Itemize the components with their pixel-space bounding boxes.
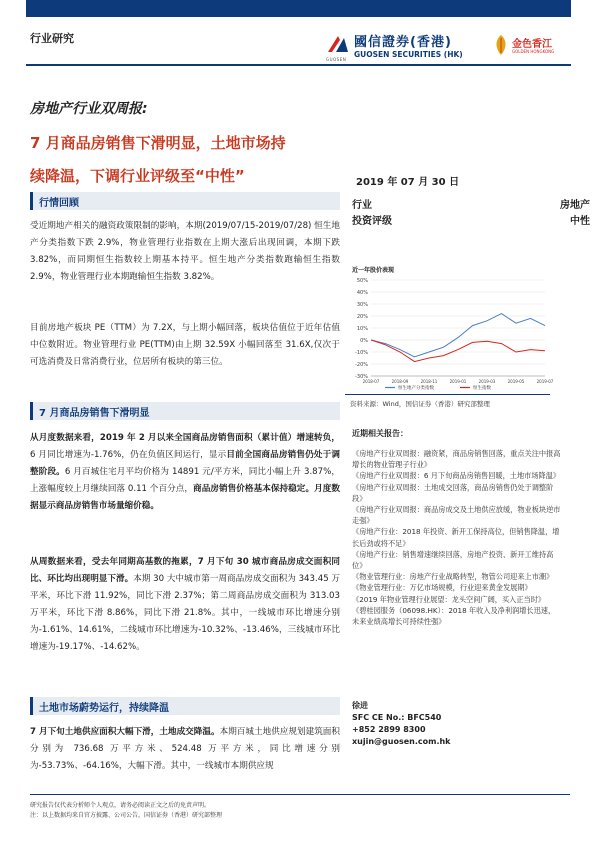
legend-label: 恒生地产分类指数 xyxy=(398,386,434,391)
section-tag: 行业研究 xyxy=(30,32,74,45)
land-market-paragraph-1 xyxy=(30,724,340,792)
bold-text: 7 月下旬土地供应面积大幅下滑，土地成交降温。 xyxy=(30,727,220,737)
analyst-phone: +852 2899 8300 xyxy=(352,725,426,734)
footer-disclaimer: 研究报告仅代表分析师个人观点，请务必阅读正文之后的免责声明。 xyxy=(30,802,211,809)
x-tick-label: 2019-01 xyxy=(449,379,467,384)
x-tick-label: 2019-07 xyxy=(536,379,554,384)
section-title: 7 月商品房销售下滑明显 xyxy=(39,408,150,419)
related-report-item[interactable]: 《房地产行业：销售增速继续回落，房地产投资、新开工维持高位》 xyxy=(352,549,554,571)
analyst-email[interactable]: xujin@guosen.com.hk xyxy=(352,737,451,746)
y-tick-label: 0% xyxy=(360,338,368,344)
headline-line-1: 7 月商品房销售下滑明显，土地市场持 xyxy=(30,134,286,152)
y-tick-label: -30% xyxy=(355,374,368,380)
series-line xyxy=(371,340,545,362)
x-tick-label: 2018-09 xyxy=(391,379,409,384)
x-tick-label: 2019-03 xyxy=(478,379,496,384)
logo-cn-text: 國信證券(香港) xyxy=(354,35,452,50)
y-tick-label: 20% xyxy=(356,314,368,320)
x-tick-label: 2019-05 xyxy=(507,379,525,384)
section-market-review xyxy=(30,192,340,210)
chart-title: 近一年股价表现 xyxy=(352,267,395,274)
related-report-item[interactable]: 《房地产行业双周报：土地成交回落，商品房销售仍处于调整阶段》 xyxy=(352,482,554,503)
related-reports-list xyxy=(352,448,562,627)
section-title: 行情回顾 xyxy=(39,198,79,209)
y-tick-label: 40% xyxy=(356,290,368,296)
footer-note: 注：以上数据均来自官方披露、公司公告，国信证券（香港）研究部整理 xyxy=(30,812,223,819)
analyst-sfc: SFC CE No.: BFC540 xyxy=(352,713,442,722)
body-text: 本期百城土地供应规划建筑面积分别为 736.68 万平方米、524.48 万平方米，同比增速分别为-53.73%、-64.16%，大幅下滑。其中，一线城市本期供应规 xyxy=(30,727,340,771)
guosen-logo-icon xyxy=(326,32,350,56)
rating-row xyxy=(352,212,590,227)
report-type: 房地产行业双周报: xyxy=(30,101,148,117)
section-sales xyxy=(30,402,340,420)
bold-text: 从周数据来看，受去年同期高基数的拖累，7 月下旬 30 城市商品房成交面积同比、环比均出现明显下滑。 xyxy=(30,557,340,584)
body-text: 本期 30 大中城市第一周商品房成交面积为 343.45 万平米，环比下滑 11.92%，同比下滑 2.37%；第二周商品房成交面积为 313.03 万平米，环比下滑 8.86%，同比下滑 21.8%。其中，一线城市环比增速分别为-1.61%、14.61%，二线城市环比增速为-10.32%、-13.46%，三线城市环比增速为-19.17%、-14.62%。 xyxy=(30,574,340,652)
market-review-paragraph-2: 目前房地产板块 PE（TTM）为 7.2X，与上期小幅回落，板块估值位于近年估值中位数附近。物业管理行业 PE(TTM)由上期 32.59X 小幅回落至 31.6X,仅次于可选消费及日常消费行业，位居所有板块的第三位。 xyxy=(30,323,340,367)
report-date: 2019 年 07 月 30 日 xyxy=(356,177,460,188)
logo-sub-text: GUOSEN xyxy=(326,57,347,62)
related-report-item[interactable]: 《房地产行业：2018 年投资、新开工保持高位，但销售降温，增长后劲或将不足》 xyxy=(352,527,560,548)
golden-leaf-icon xyxy=(492,34,510,56)
brand2-en-text: GOLDEN HONGKONG xyxy=(512,49,555,54)
market-review-paragraph-1: 受近期地产相关的融资政策限制的影响，本期(2019/07/15-2019/07/28) 恒生地产分类指数下跌 2.9%，物业管理行业指数在上期大涨后出现回调，本期下跌 3.82%，而同期恒生指数较上期基本持平。恒生地产分类指数跑输恒生指数 2.9%，物业管理行业本期跑输恒生指数 3.82%。 xyxy=(30,221,340,282)
logo-en-text: GUOSEN SECURITIES (HK) xyxy=(354,50,463,59)
guosen-logo xyxy=(326,30,476,64)
section-title: 土地市场蔚势运行，持续降温 xyxy=(39,703,169,714)
header-divider xyxy=(26,64,571,66)
brand2-cn-text: 金色香江 xyxy=(512,39,552,50)
related-report-item[interactable]: 《2019 年物业管理行业展望：龙头空间广阔，买入正当时》 xyxy=(352,594,546,604)
chart-divider xyxy=(345,394,550,395)
legend-label: 恒生指数 xyxy=(473,386,491,391)
top-color-bar xyxy=(26,0,571,17)
related-report-item[interactable]: 《房地产行业双周报：融资紧，商品房销售回落，重点关注中报高增长的物业管理子行业》 xyxy=(352,449,561,470)
headline-line-2: 续降温，下调行业评级至“中性” xyxy=(30,167,245,185)
y-tick-label: -10% xyxy=(355,350,368,356)
related-reports-title: 近期相关报告： xyxy=(352,429,408,438)
industry-value: 房地产 xyxy=(560,200,590,211)
rating-value: 中性 xyxy=(570,216,590,227)
industry-row xyxy=(352,196,590,211)
golden-hongkong-logo xyxy=(492,32,572,62)
y-tick-label: 10% xyxy=(356,326,368,332)
x-tick-label: 2018-07 xyxy=(362,379,380,384)
chart-source: 资料来源：Wind，国信证券（香港）研究部整理 xyxy=(350,400,490,408)
related-report-item[interactable]: 《房地产行业双周报：商品房成交及土地供应放缓，物业板块逆市走强》 xyxy=(352,505,561,526)
section-land-market xyxy=(30,697,340,715)
y-tick-label: 30% xyxy=(356,302,368,308)
footer-divider xyxy=(30,794,570,795)
sales-paragraph-1 xyxy=(30,430,340,515)
rating-label: 投资评级 xyxy=(352,216,392,227)
bold-text: 从月度数据来看，2019 年 2 月以来全国商品房销售面积（累计值）增速转负， xyxy=(30,433,340,443)
body-text: 6 月百城住宅月平均价格为 14891 元/平方米，同比小幅上升 3.87%，上涨幅度较上月继续回落 0.11 个百分点， xyxy=(30,467,340,494)
related-report-item[interactable]: 《物业管理行业：万亿市场规模，行业迎来黄金发展期》 xyxy=(352,583,532,593)
bold-text: 商品房销售价格基本保持稳定。月度数据显示商品房销售市场量缩价稳。 xyxy=(30,484,340,511)
related-report-item[interactable]: 《碧桂园服务（06098.HK）：2018 年收入及净利润增长迅速，未来业绩高增长可持续性强》 xyxy=(352,605,556,627)
related-report-item[interactable]: 《房地产行业双周报：6 月下旬商品房销售回暖，土地市场降温》 xyxy=(352,471,561,481)
sales-paragraph-2 xyxy=(30,554,340,656)
body-text: 6 月同比增速为-1.76%，仍在负值区间运行，显示 xyxy=(30,450,227,460)
y-tick-label: 50% xyxy=(356,278,368,284)
bold-text: 目前全国商品房销售仍处于调整阶段。 xyxy=(30,450,340,477)
y-tick-label: -20% xyxy=(355,362,368,368)
analyst-name: 徐进 xyxy=(352,701,368,710)
industry-label: 行业 xyxy=(352,200,372,211)
x-tick-label: 2018-11 xyxy=(420,379,438,384)
stock-performance-chart xyxy=(345,274,554,394)
related-report-item[interactable]: 《物业管理行业：房地产行业战略转型，物管公司迎来上市潮》 xyxy=(352,572,554,582)
